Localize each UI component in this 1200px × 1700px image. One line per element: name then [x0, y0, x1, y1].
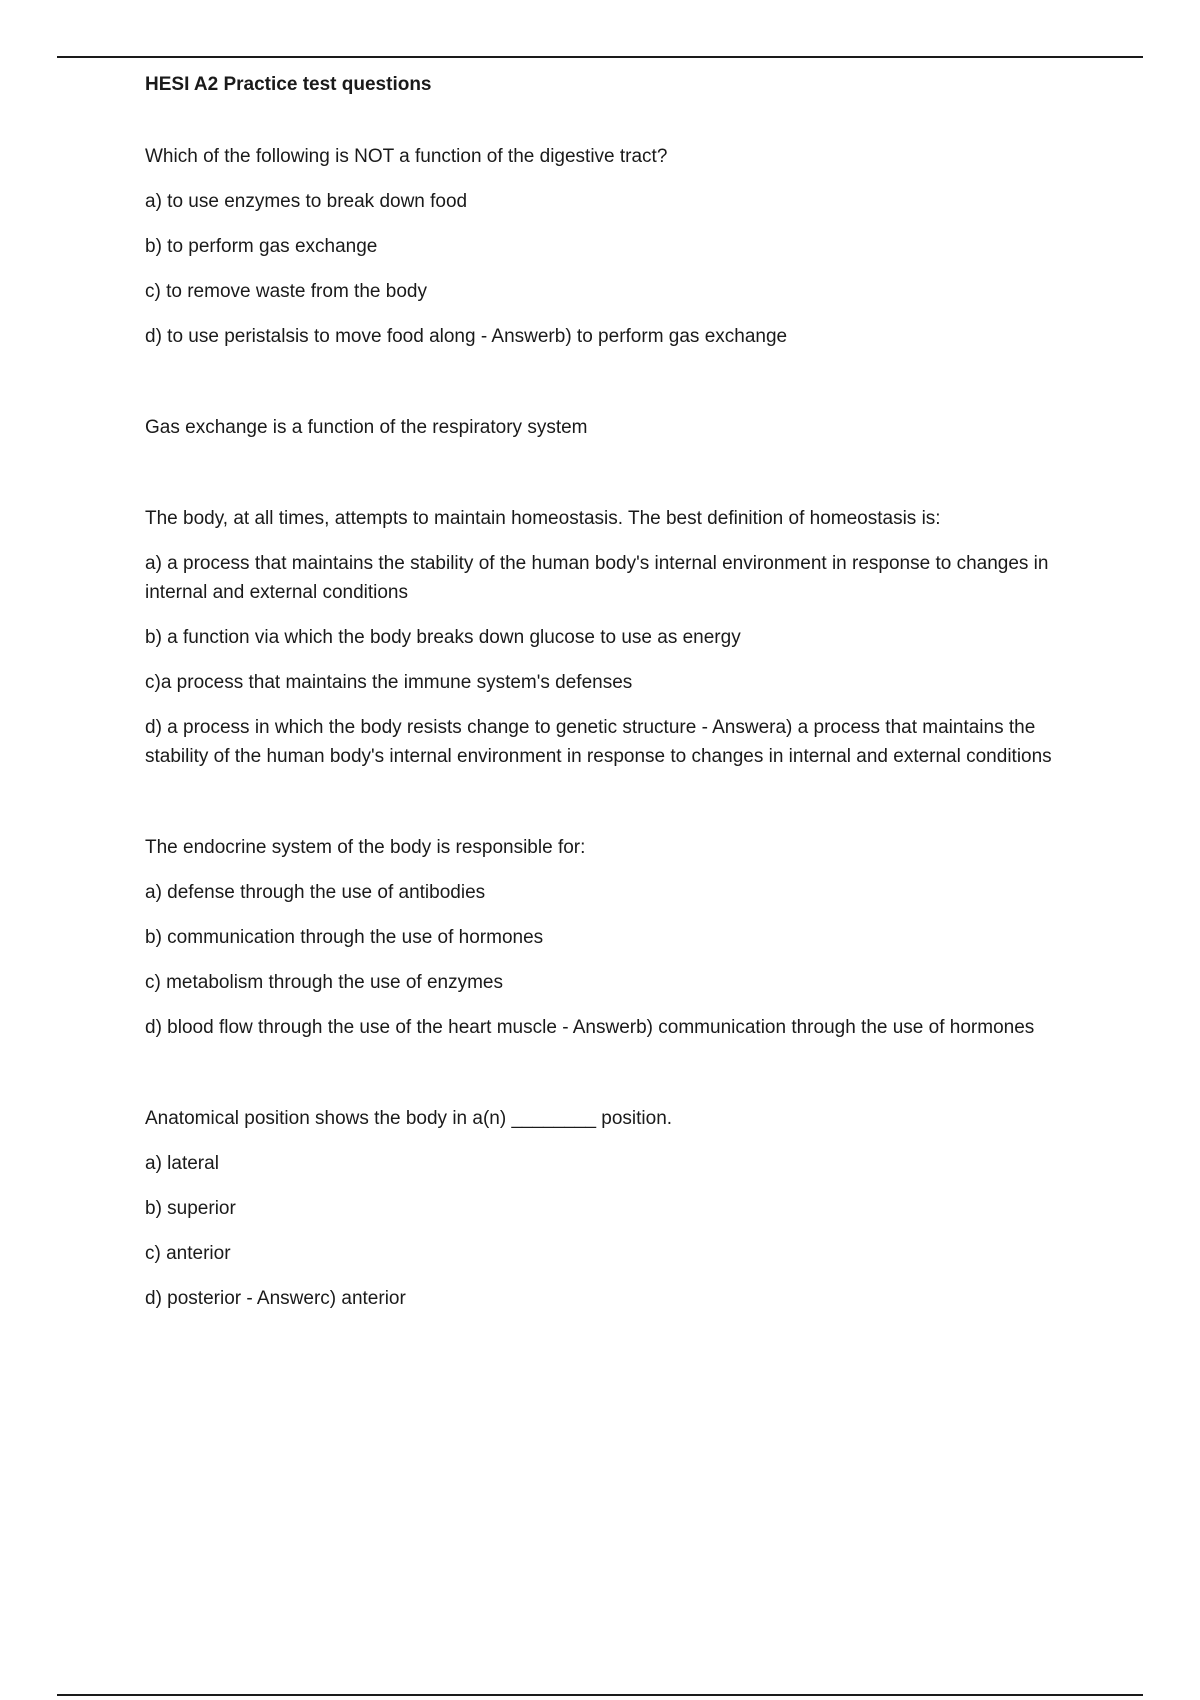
answer-option-c: c) to remove waste from the body	[145, 281, 427, 302]
answer-option-c: c)a process that maintains the immune system's defenses	[145, 672, 633, 693]
question-text: The endocrine system of the body is responsible for:	[145, 837, 586, 858]
answer-option-d-with-answer: d) posterior - Answerc) anterior	[145, 1288, 406, 1309]
explanation-text: Gas exchange is a function of the respiratory system	[145, 417, 588, 438]
answer-option-c: c) anterior	[145, 1243, 231, 1264]
question-text: Anatomical position shows the body in a(n) ________ position.	[145, 1108, 673, 1129]
answer-option-c: c) metabolism through the use of enzymes	[145, 972, 504, 993]
question-block-digestive	[145, 142, 1080, 351]
document-title: HESI A2 Practice test questions	[145, 74, 432, 95]
answer-option-a: a) lateral	[145, 1153, 219, 1174]
question-text: Which of the following is NOT a function of the digestive tract?	[145, 146, 668, 167]
question-block-anatomical-position	[145, 1104, 1080, 1313]
bottom-rule	[57, 1694, 1143, 1696]
answer-option-b: b) a function via which the body breaks down glucose to use as energy	[145, 627, 741, 648]
answer-option-b: b) communication through the use of hormones	[145, 927, 544, 948]
question-block-endocrine	[145, 833, 1080, 1042]
answer-option-d-with-answer: d) blood flow through the use of the heart muscle - Answerb) communication through the use of hormones	[145, 1017, 1035, 1038]
document-page	[145, 70, 1080, 1375]
answer-option-a: a) to use enzymes to break down food	[145, 191, 468, 212]
question-text: The body, at all times, attempts to maintain homeostasis. The best definition of homeostasis is:	[145, 508, 941, 529]
answer-option-a: a) a process that maintains the stability of the human body's internal environment in response to changes in internal and external conditions	[145, 553, 1049, 603]
answer-option-d-with-answer: d) to use peristalsis to move food along - Answerb) to perform gas exchange	[145, 326, 788, 347]
explanation-block	[145, 413, 1080, 442]
answer-option-b: b) superior	[145, 1198, 236, 1219]
answer-option-b: b) to perform gas exchange	[145, 236, 378, 257]
question-block-homeostasis	[145, 504, 1080, 771]
answer-option-a: a) defense through the use of antibodies	[145, 882, 486, 903]
answer-option-d-with-answer: d) a process in which the body resists change to genetic structure - Answera) a process that maintains the stability of the human body's internal environment in response to changes in internal and external conditions	[145, 717, 1052, 767]
top-rule	[57, 56, 1143, 58]
